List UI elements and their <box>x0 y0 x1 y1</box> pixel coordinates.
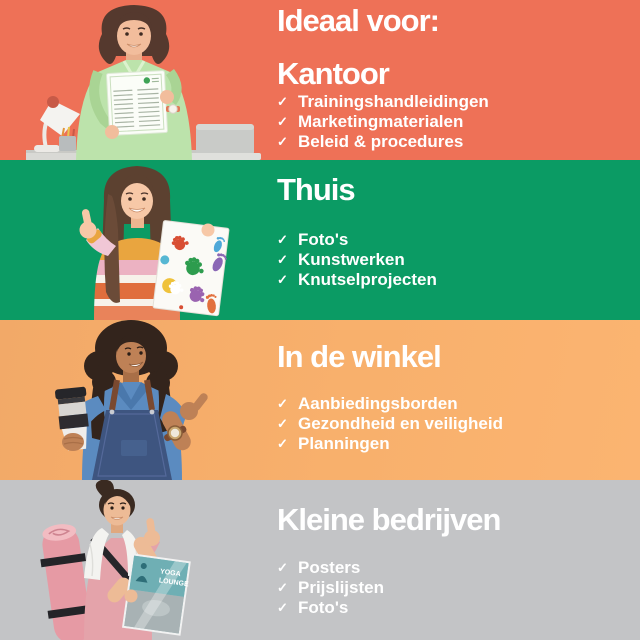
list-item-label: Planningen <box>298 434 390 453</box>
list-item-label: Foto's <box>298 598 349 617</box>
poster-title-line1: YOGA <box>159 568 182 579</box>
list-kantoor <box>277 92 489 152</box>
list-item-label: Gezondheid en veiligheid <box>298 414 503 433</box>
photo-yoga-woman-poster <box>0 480 270 640</box>
textblock-bedrijven <box>277 480 634 640</box>
check-icon: ✓ <box>277 416 288 431</box>
check-icon: ✓ <box>277 580 288 595</box>
list-item-label: Foto's <box>298 230 349 249</box>
check-icon: ✓ <box>277 272 288 287</box>
check-icon: ✓ <box>277 600 288 615</box>
list-item <box>277 92 489 112</box>
check-icon: ✓ <box>277 252 288 267</box>
check-icon: ✓ <box>277 134 288 149</box>
check-icon: ✓ <box>277 232 288 247</box>
laptop <box>189 124 261 160</box>
list-winkel <box>277 394 503 454</box>
section-title-bedrijven: Kleine bedrijven <box>277 502 501 537</box>
textblock-thuis <box>277 160 634 320</box>
check-icon: ✓ <box>277 396 288 411</box>
list-item-label: Beleid & procedures <box>298 132 464 151</box>
artwork-sheet <box>153 220 232 316</box>
section-title-thuis: Thuis <box>277 172 355 207</box>
office-woman <box>76 5 192 160</box>
list-thuis <box>277 230 437 290</box>
page-title: Ideaal voor: <box>277 3 439 38</box>
check-icon: ✓ <box>277 436 288 451</box>
list-item-label: Prijslijsten <box>298 578 384 597</box>
list-item <box>277 132 489 152</box>
photo-office-woman <box>0 0 270 160</box>
check-icon: ✓ <box>277 114 288 129</box>
check-icon: ✓ <box>277 560 288 575</box>
list-item-label: Posters <box>298 558 361 577</box>
list-item <box>277 394 503 414</box>
list-item <box>277 112 489 132</box>
list-item <box>277 578 384 598</box>
thumbs-up-hand <box>80 208 97 238</box>
pointing-hand <box>180 392 209 420</box>
check-icon: ✓ <box>277 94 288 109</box>
list-item-label: Trainingshandleidingen <box>298 92 489 111</box>
barista <box>55 320 210 480</box>
list-item-label: Knutselprojecten <box>298 270 437 289</box>
photo-girl-artwork <box>0 160 270 320</box>
list-item-label: Kunstwerken <box>298 250 405 269</box>
list-item-label: Aanbiedingsborden <box>298 394 458 413</box>
list-item <box>277 558 384 578</box>
thumbs-up-hand <box>144 518 160 546</box>
poster-title-line2: LOUNGE <box>158 577 190 589</box>
section-thuis <box>0 160 640 320</box>
list-item <box>277 414 503 434</box>
list-item-label: Marketingmaterialen <box>298 112 464 131</box>
textblock-kantoor <box>277 0 634 160</box>
section-title-winkel: In de winkel <box>277 339 441 374</box>
gripping-hand <box>202 224 215 237</box>
list-bedrijven <box>277 558 384 618</box>
list-item <box>277 270 437 290</box>
list-item <box>277 230 437 250</box>
list-item <box>277 434 503 454</box>
gripping-hand <box>125 590 138 603</box>
photo-barista-pointing <box>0 320 270 480</box>
section-winkel <box>0 320 640 480</box>
laminated-document <box>106 71 167 136</box>
section-bedrijven <box>0 480 640 640</box>
textblock-winkel <box>277 320 634 480</box>
section-kantoor <box>0 0 640 160</box>
section-title-kantoor: Kantoor <box>277 56 389 91</box>
list-item <box>277 598 384 618</box>
list-item <box>277 250 437 270</box>
